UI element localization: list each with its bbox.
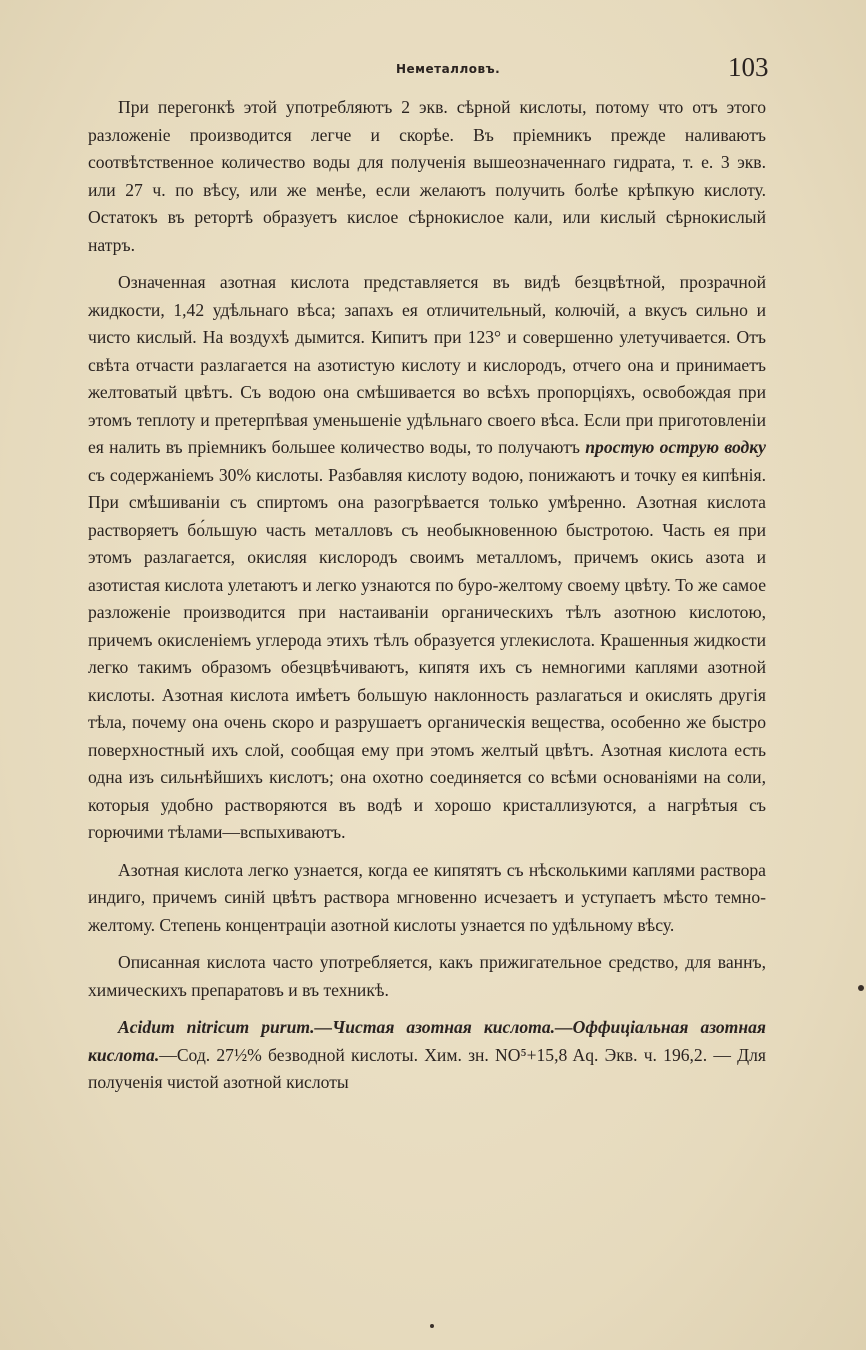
running-head: Неметалловъ. (396, 62, 501, 76)
paragraph-1: При перегонкѣ этой употребляютъ 2 экв. сѣрной кислоты, потому что отъ этого разложеніе производится легче и скорѣе. Въ пріемникъ прежде наливаютъ соотвѣтственное количество воды для полученія вышеозначеннаго гидрата, т. е. 3 экв. или 27 ч. по вѣсу, или же менѣе, если желаютъ получить болѣе крѣпкую кислоту. Остатокъ въ ретортѣ образуетъ кислое сѣрнокислое кали, или кислый сѣрнокислый натръ. (88, 97, 766, 255)
page-number: 103 (728, 52, 769, 82)
paragraph-2 (88, 269, 766, 847)
bottom-speck-mark (430, 1324, 434, 1328)
paragraph-4: Описанная кислота часто употребляется, какъ прижигательное средство, для ваннъ, химическихъ препаратовъ и въ техникѣ. (88, 952, 766, 1000)
paragraph-2-text-b: съ содержаніемъ 30% кислоты. Разбавляя кислоту водою, понижаютъ и точку ея кипѣнія. При смѣшиваніи съ спиртомъ она разогрѣвается только умѣренно. Азотная кислота растворяетъ бо́льшую часть металловъ съ необыкновенною быстротою. Часть ея при этомъ разлагается, окисляя кислородъ своимъ металломъ, причемъ окись азота и азотистая кислота улетаютъ и легко узнаются по буро-желтому своему цвѣту. То же самое разложеніе производится при настаиваніи органическихъ тѣлъ азотною кислотою, причемъ окисленіемъ углерода этихъ тѣлъ образуется углекислота. Крашенныя жидкости легко такимъ образомъ обезцвѣчиваютъ, кипятя ихъ съ немногими каплями азотной кислоты. Азотная кислота имѣетъ большую наклонность разлагаться и окислять другія тѣла, почему она очень скоро и разрушаетъ органическія вещества, особенно же быстро поверхностный ихъ слой, сообщая ему при этомъ желтый цвѣтъ. Азотная кислота есть одна изъ сильнѣйшихъ кислотъ; она охотно соединяется со всѣми основаніями на соли, которыя удобно растворяются въ водѣ и хорошо кристаллизуются, а нагрѣтыя съ горючими тѣлами—вспыхиваютъ. (88, 464, 766, 842)
paragraph-5 (88, 1014, 766, 1097)
page-header (0, 52, 866, 92)
margin-speck-mark (858, 985, 864, 991)
paragraph-2-text-a: Означенная азотная кислота представляется въ видѣ безцвѣтной, прозрачной жидкости, 1,42 удѣльнаго вѣса; запахъ ея отличительный, колючій, а вкусъ сильно и чисто кислый. На воздухѣ дымится. Кипитъ при 123° и совершенно улетучивается. Отъ свѣта отчасти разлагается на азотистую кислоту и кислородъ, отчего она и принимаетъ желтоватый цвѣтъ. Съ водою она смѣшивается во всѣхъ пропорціяхъ, освобождая при этомъ теплоту и претерпѣвая уменьшеніе удѣльнаго своего вѣса. Если при приготовленіи ея налить въ пріемникъ большее количество воды, то получаютъ (88, 272, 766, 457)
paragraph-5-text: —Сод. 27½% безводной кислоты. Хим. зн. NO⁵+15,8 Aq. Экв. ч. 196,2. — Для полученія чистой азотной кислоты (88, 1044, 766, 1092)
paragraph-3: Азотная кислота легко узнается, когда ее кипятятъ съ нѣсколькими каплями раствора индиго, причемъ синій цвѣтъ раствора мгновенно исчезаетъ и уступаетъ мѣсто темно-желтому. Степень концентраціи азотной кислоты узнается по удѣльному вѣсу. (88, 859, 766, 935)
body-text (88, 94, 766, 1097)
paragraph-5-emphasis: Acidum nitricum purum.—Чистая азотная кислота.—Оффиціальная азотная кислота. (88, 1017, 766, 1065)
paragraph-2-emphasis: простую острую водку (585, 437, 766, 457)
